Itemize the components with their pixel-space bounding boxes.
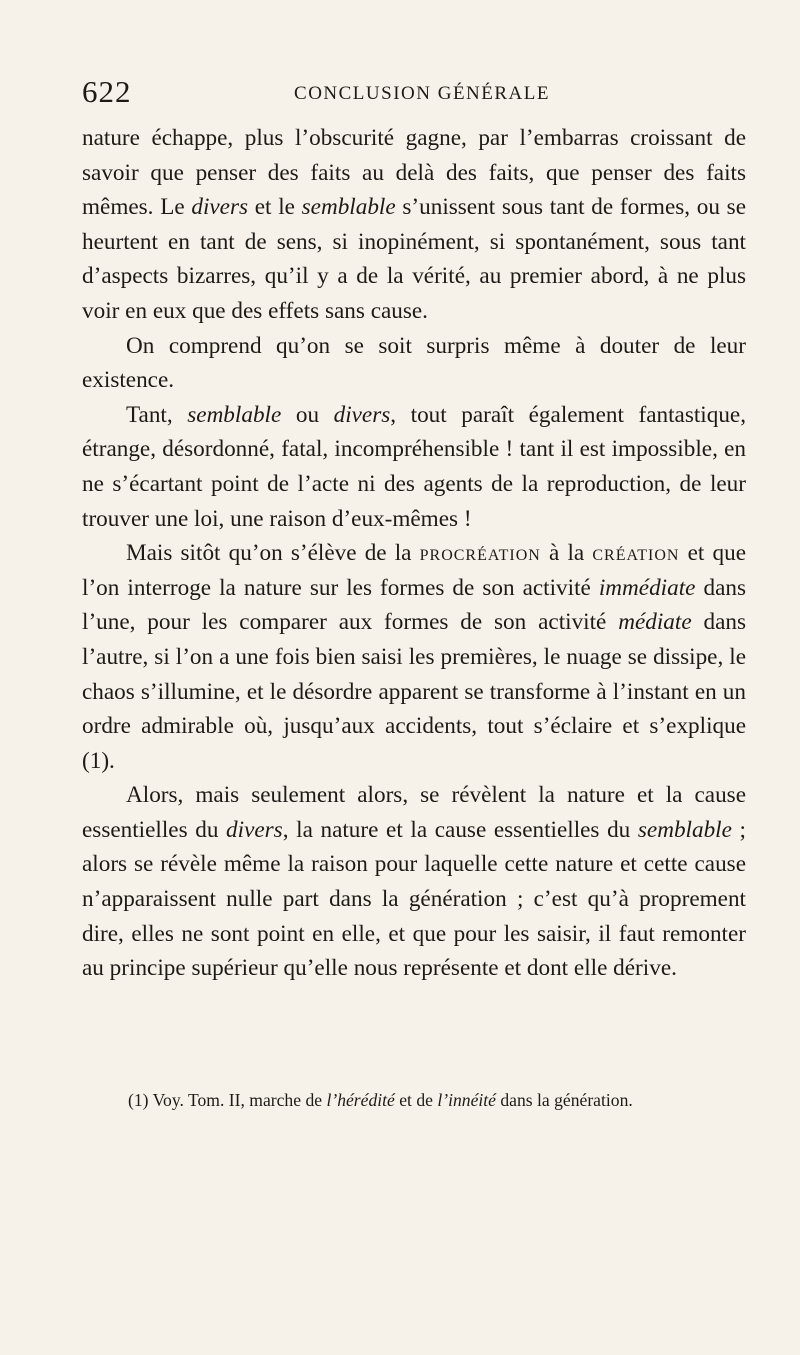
paragraph-4 [82, 536, 746, 778]
text-span: dans l’autre, si l’on a une fois bien saisi les premières, le nuage se dissipe, le chaos s’illumine, et le désordre apparent se transforme à l’instant en un ordre admirable où, jusqu’aux accidents, tout s’éclaire et s’explique (1). [82, 609, 746, 774]
text-span: ou [281, 401, 334, 428]
italic-term: immédiate [598, 574, 696, 601]
text-span: s’unissent sous tant de formes, ou se heurtent en tant de sens, si inopinément, si spontanément, sous tant d’aspects bizarres, qu’il y a de la vérité, au premier abord, à ne plus voir en eux que des effets sans cause. [82, 194, 746, 324]
text-span: (1) Voy. Tom. II, marche de [128, 1089, 327, 1110]
text-span: et de [394, 1089, 438, 1110]
text-span: dans la génération. [495, 1089, 633, 1110]
paragraph-5 [82, 778, 746, 986]
paragraph-1 [82, 121, 746, 329]
page-header [82, 72, 742, 112]
small-caps-term: procréation [419, 540, 541, 567]
italic-term: semblable [301, 194, 396, 221]
text-span: et le [248, 194, 302, 221]
italic-term: divers [226, 816, 283, 843]
body-text [82, 121, 746, 986]
text-span: , la nature et la cause essentielles du [282, 816, 638, 843]
italic-term: semblable [637, 816, 732, 843]
text-span: Alors, mais seulement alors, se révèlent la nature et la cause essentielles du [82, 782, 746, 843]
text-span: Mais sitôt qu’on s’élève de la [126, 540, 420, 567]
italic-term: semblable [187, 401, 282, 428]
text-span: nature échappe, plus l’obscurité gagne, par l’embarras croissant de savoir que penser des faits au delà des faits, que penser des faits mêmes. Le [82, 125, 746, 221]
italic-term: l’hérédité [326, 1089, 395, 1110]
italic-term: divers [191, 194, 249, 221]
text-span: à la [540, 540, 593, 567]
small-caps-term: création [592, 540, 680, 567]
running-head: CONCLUSION GÉNÉRALE [294, 83, 550, 104]
paragraph-2 [82, 329, 746, 398]
text-span: , tout paraît également fantastique, étrange, désordonné, fatal, incompréhensible ! tant il est impossible, en ne s’écartant point de l’acte ni des agents de la reproduction, de leur trouver une loi, une raison d’eux-mêmes ! [82, 401, 747, 532]
text-span: ; alors se révèle même la raison pour laquelle cette nature et cette cause n’apparaissent nulle part dans la génération ; c’est qu’à proprement dire, elles ne sont point en elle, et que pour les saisir, il faut remonter au principe supérieur qu’elle nous représente et dont elle dérive. [82, 816, 746, 982]
text-span: On comprend qu’on se soit surpris même à douter de leur existence. [82, 332, 746, 394]
footnote [82, 1087, 746, 1113]
italic-term: divers [333, 401, 391, 428]
text-span: dans l’une, pour les comparer aux formes de son activité [82, 574, 746, 636]
text-span: Tant, [126, 401, 188, 428]
text-span: et que l’on interroge la nature sur les formes de son activité [82, 540, 746, 601]
italic-term: l’innéité [437, 1089, 496, 1110]
italic-term: médiate [618, 609, 692, 636]
page-number: 622 [82, 74, 132, 109]
paragraph-3 [82, 398, 746, 536]
